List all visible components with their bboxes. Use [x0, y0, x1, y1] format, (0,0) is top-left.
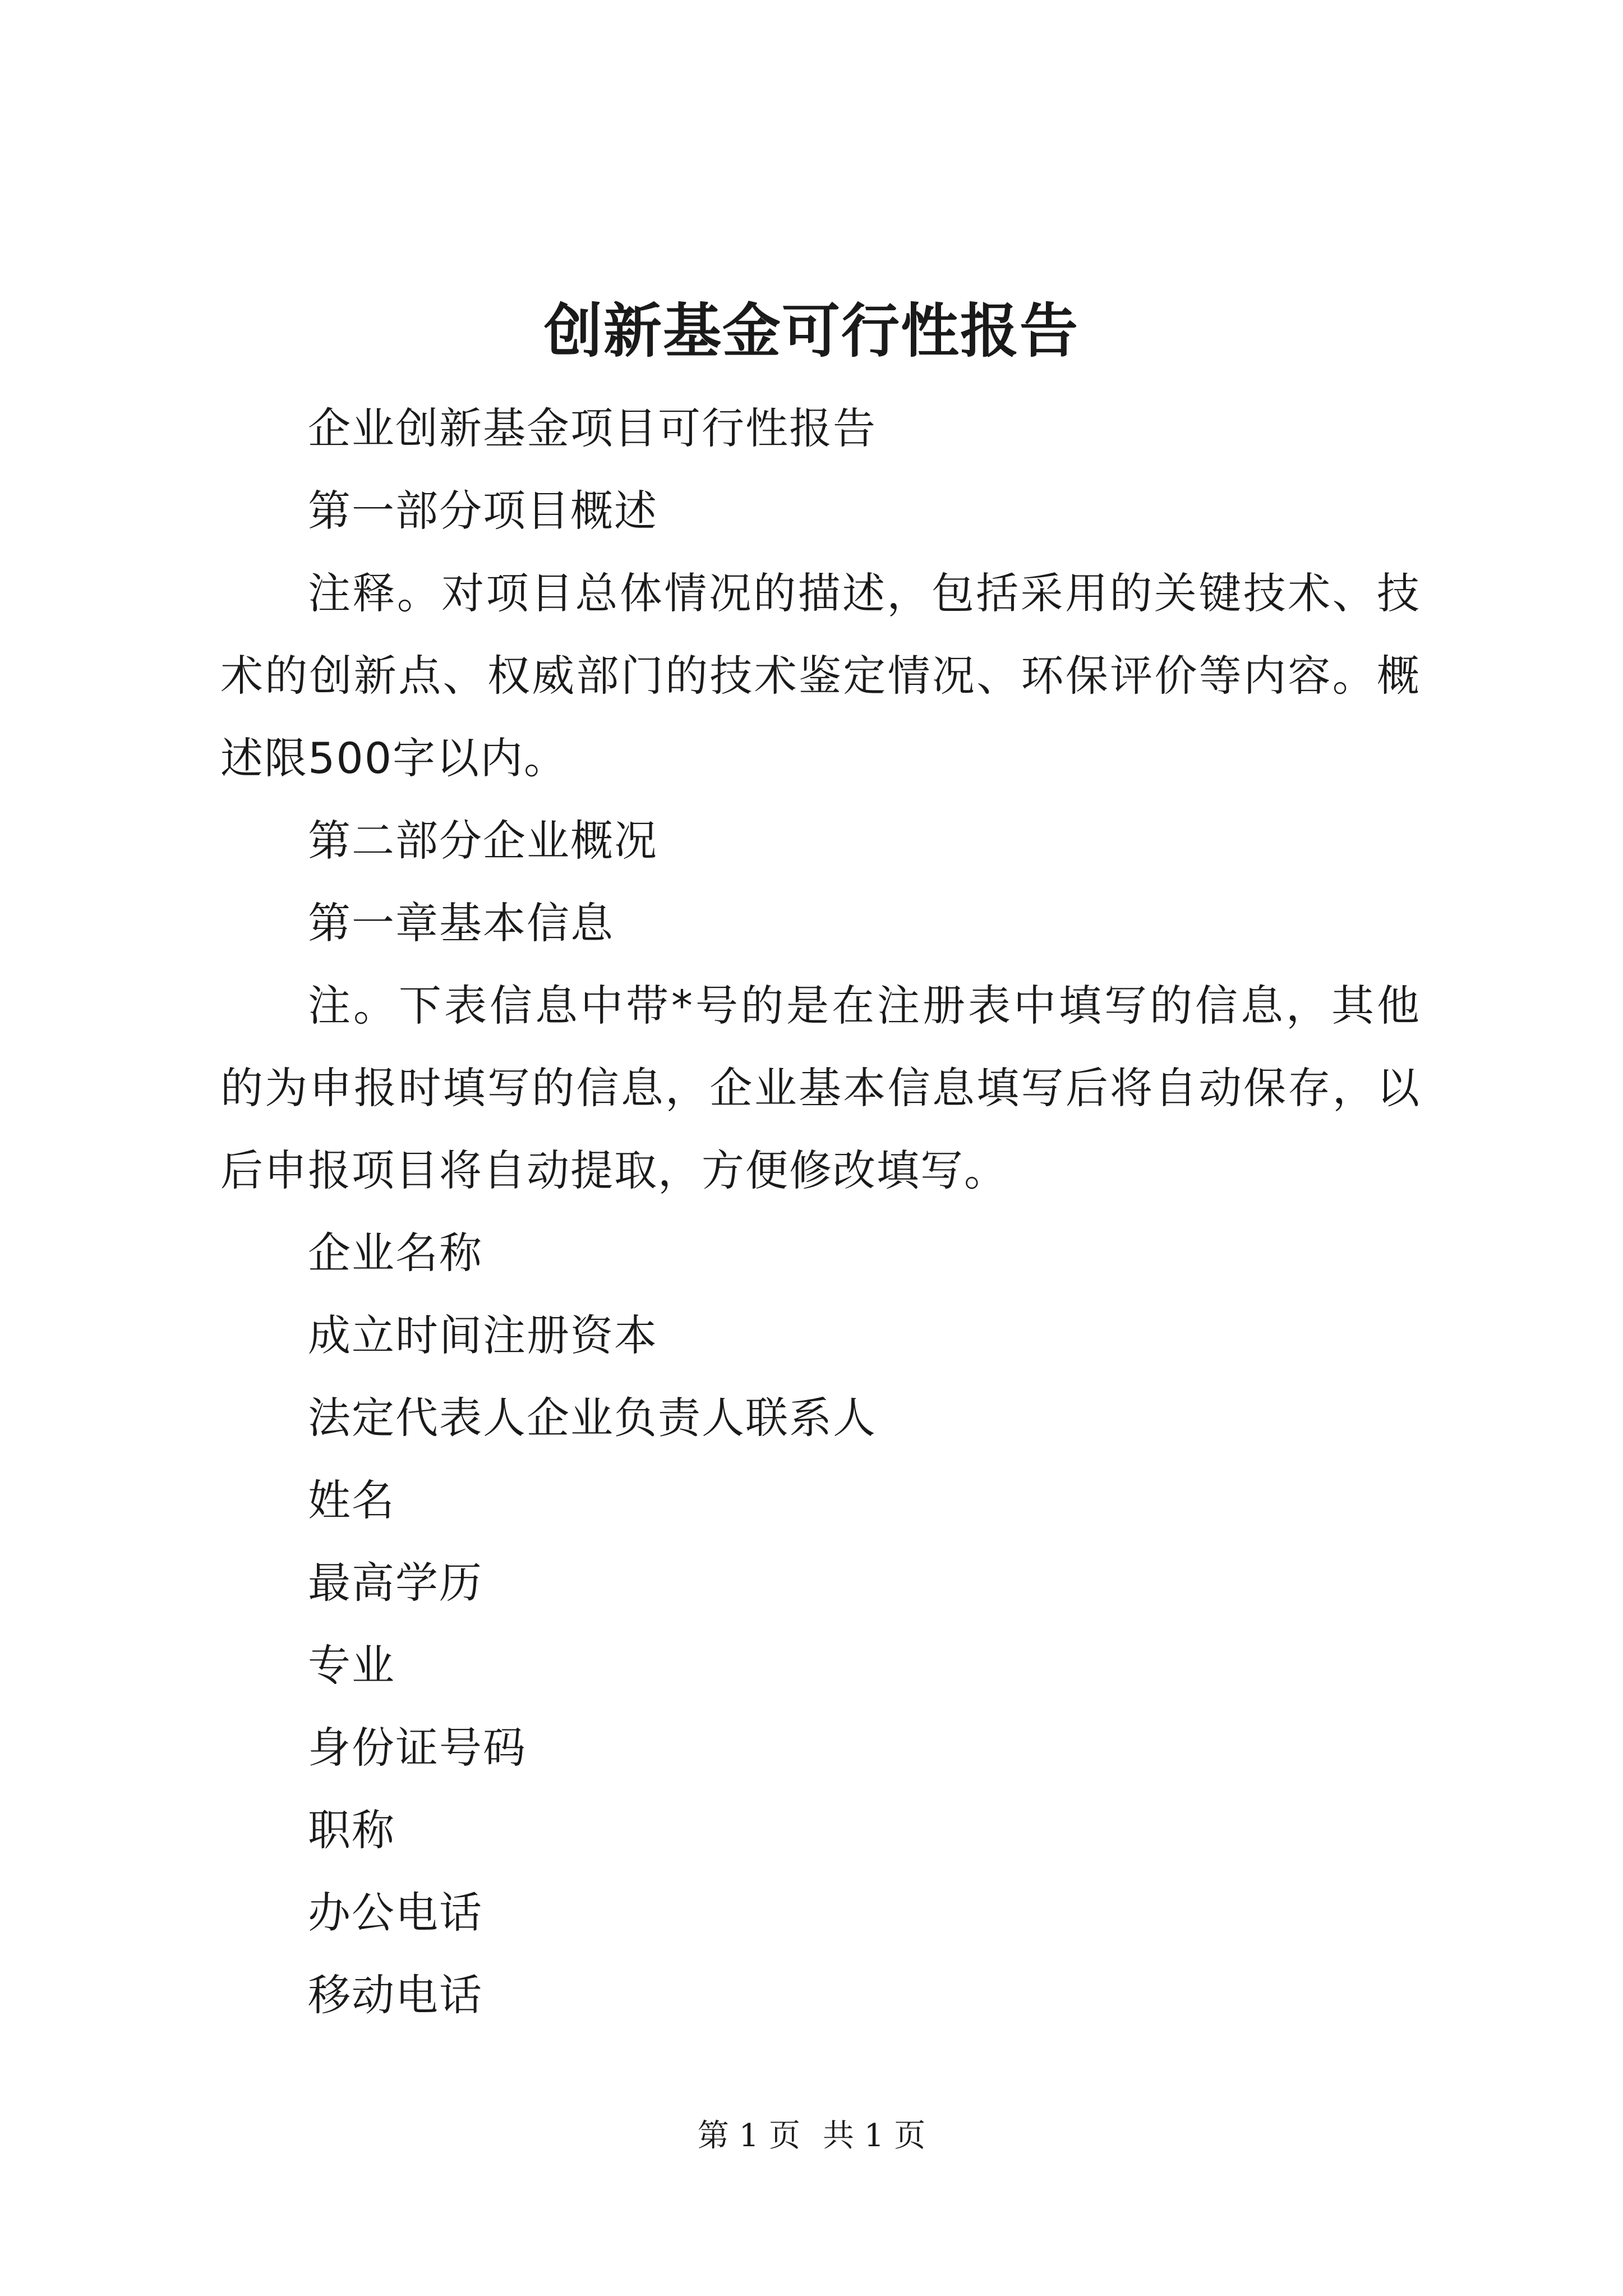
field-label-major: 专业: [308, 1640, 395, 1690]
field-label-representatives: 法定代表人企业负责人联系人: [308, 1393, 877, 1443]
paragraph-report-name: 企业创新基金项目可行性报告: [308, 403, 877, 453]
field-label-id-number: 身份证号码: [308, 1723, 527, 1773]
page-footer: [0, 2114, 1623, 2159]
field-label-job-title: 职称: [308, 1805, 395, 1855]
field-label-company-name: 企业名称: [308, 1228, 483, 1278]
chapter-heading-basic-info: 第一章基本信息: [308, 898, 614, 948]
field-label-education: 最高学历: [308, 1558, 483, 1608]
field-label-mobile-phone: 移动电话: [308, 1970, 483, 2020]
section-heading-part-two: 第二部分企业概况: [308, 816, 658, 866]
field-label-founding-capital: 成立时间注册资本: [308, 1310, 658, 1360]
document-body: [220, 387, 1421, 2036]
document-title: 创新基金可行性报告: [543, 296, 1079, 365]
page-number: 第 1 页: [697, 2118, 800, 2154]
paragraph-table-note: 注。下表信息中带*号的是在注册表中填写的信息，其他的为申报时填写的信息，企业基本信息填写后将自动保存，以后申报项目将自动提取，方便修改填写。: [220, 981, 1421, 1195]
page-total: 共 1 页: [823, 2118, 926, 2154]
field-label-office-phone: 办公电话: [308, 1888, 483, 1938]
field-label-name: 姓名: [308, 1475, 395, 1525]
section-heading-part-one: 第一部分项目概述: [308, 486, 658, 536]
paragraph-overview-note: 注释。对项目总体情况的描述，包括采用的关键技术、技术的创新点、权威部门的技术鉴定情况、环保评价等内容。概述限500字以内。: [220, 568, 1421, 783]
